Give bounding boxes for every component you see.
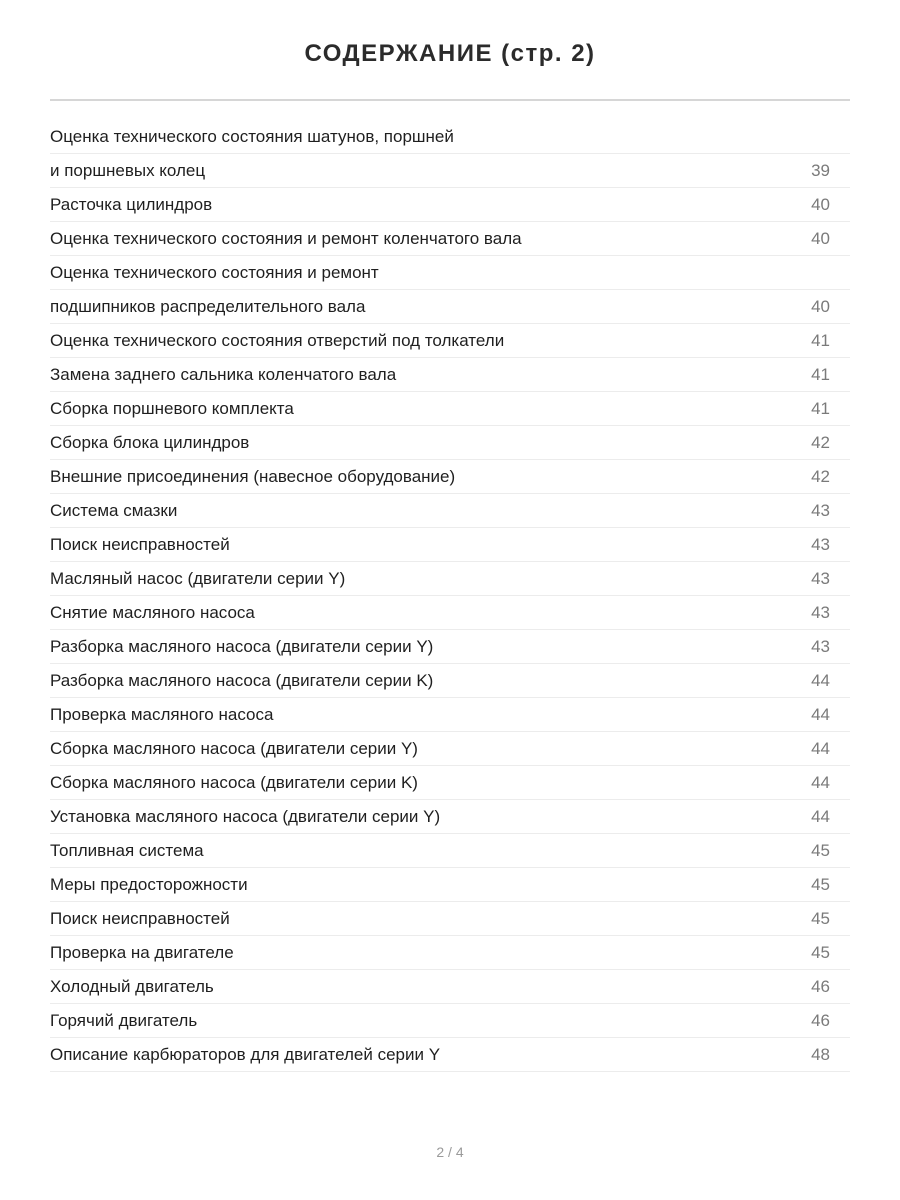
page-number: 2 / 4 <box>436 1144 464 1160</box>
toc-entry-page: 44 <box>811 807 830 826</box>
toc-entry-page: 45 <box>811 909 830 928</box>
toc-entry-title: Описание карбюраторов для двигателей серии Y <box>50 1045 441 1064</box>
toc-entry[interactable] <box>50 834 850 868</box>
toc-entry-title: Проверка на двигателе <box>50 943 234 962</box>
toc-entry-page: 46 <box>811 1011 830 1030</box>
toc-entry[interactable] <box>50 970 850 1004</box>
toc-entry[interactable] <box>50 630 850 664</box>
page-title: СОДЕРЖАНИЕ (стр. 2) <box>304 40 596 67</box>
toc-entry-title: Оценка технического состояния отверстий под толкатели <box>50 331 505 350</box>
toc-entry[interactable] <box>50 698 850 732</box>
toc-entry[interactable] <box>50 358 850 392</box>
toc-entry-page: 43 <box>811 603 830 622</box>
toc-entry-title: Поиск неисправностей <box>50 535 230 554</box>
toc-entry[interactable] <box>50 188 850 222</box>
toc-entry-page: 41 <box>811 365 830 384</box>
toc-entry-page: 43 <box>811 535 830 554</box>
toc-entry[interactable] <box>50 766 850 800</box>
toc-entry-title: Установка масляного насоса (двигатели серии Y) <box>50 807 441 826</box>
toc-entry[interactable] <box>50 1004 850 1038</box>
toc-entry-page: 40 <box>811 195 830 214</box>
toc-entry-title: Сборка поршневого комплекта <box>50 399 294 418</box>
toc-entry[interactable] <box>50 256 850 290</box>
toc-entry-title: Снятие масляного насоса <box>50 603 255 622</box>
toc-entry-page: 41 <box>811 331 830 350</box>
toc-entry-title: Проверка масляного насоса <box>50 705 274 724</box>
toc-entry-title: Меры предосторожности <box>50 875 248 894</box>
toc-entry[interactable] <box>50 868 850 902</box>
toc-entry-title: Сборка масляного насоса (двигатели серии K) <box>50 773 418 792</box>
toc-entry-page: 44 <box>811 773 830 792</box>
toc-entry-page: 44 <box>811 739 830 758</box>
toc-entry-page: 48 <box>811 1045 830 1064</box>
toc-entry[interactable] <box>50 936 850 970</box>
toc-entry-title: Горячий двигатель <box>50 1011 198 1030</box>
toc-entry[interactable] <box>50 800 850 834</box>
toc-entry-title: Поиск неисправностей <box>50 909 230 928</box>
toc-entry[interactable] <box>50 902 850 936</box>
toc-entry-title: Внешние присоединения (навесное оборудование) <box>50 467 456 486</box>
toc-entry-page: 44 <box>811 705 830 724</box>
toc-entry-page: 41 <box>811 399 830 418</box>
toc-entry-title: Масляный насос (двигатели серии Y) <box>50 569 346 588</box>
toc-entry-page: 40 <box>811 229 830 248</box>
toc-entry-page: 45 <box>811 841 830 860</box>
toc-entry-title: Оценка технического состояния и ремонт <box>50 263 379 282</box>
toc-entry[interactable] <box>50 120 850 154</box>
toc-entry-title: Система смазки <box>50 501 178 520</box>
toc-entry-title: Расточка цилиндров <box>50 195 213 214</box>
toc-entry-page: 39 <box>811 161 830 180</box>
toc-entry-page: 44 <box>811 671 830 690</box>
toc-entry[interactable] <box>50 596 850 630</box>
toc-entry[interactable] <box>50 732 850 766</box>
toc-entry-title: Оценка технического состояния и ремонт коленчатого вала <box>50 229 522 248</box>
toc-entry-title: Разборка масляного насоса (двигатели серии K) <box>50 671 434 690</box>
toc-entry-title: и поршневых колец <box>50 161 206 180</box>
toc-entry-page: 45 <box>811 943 830 962</box>
toc-entry-page: 40 <box>811 297 830 316</box>
toc-entry[interactable] <box>50 290 850 324</box>
toc-entry[interactable] <box>50 426 850 460</box>
toc-entry[interactable] <box>50 222 850 256</box>
toc-entry-page: 46 <box>811 977 830 996</box>
toc-entry-title: Замена заднего сальника коленчатого вала <box>50 365 397 384</box>
toc-entry-page: 42 <box>811 433 830 452</box>
toc-entry-title: Топливная система <box>50 841 204 860</box>
toc-entry[interactable] <box>50 154 850 188</box>
toc-entry[interactable] <box>50 664 850 698</box>
toc-entry-title: Разборка масляного насоса (двигатели серии Y) <box>50 637 434 656</box>
toc-entry-title: подшипников распределительного вала <box>50 297 366 316</box>
toc-entry[interactable] <box>50 1038 850 1072</box>
toc-entry[interactable] <box>50 324 850 358</box>
toc-entry-title: Сборка блока цилиндров <box>50 433 250 452</box>
toc-entry[interactable] <box>50 528 850 562</box>
toc-list <box>50 120 850 1072</box>
toc-entry[interactable] <box>50 460 850 494</box>
toc-entry-title: Оценка технического состояния шатунов, поршней <box>50 127 454 146</box>
toc-entry[interactable] <box>50 392 850 426</box>
toc-entry-title: Холодный двигатель <box>50 977 214 996</box>
toc-entry-page: 43 <box>811 637 830 656</box>
toc-entry[interactable] <box>50 494 850 528</box>
toc-entry-page: 43 <box>811 501 830 520</box>
title-divider <box>50 99 850 101</box>
toc-entry-title: Сборка масляного насоса (двигатели серии Y) <box>50 739 418 758</box>
toc-entry-page: 42 <box>811 467 830 486</box>
toc-entry[interactable] <box>50 562 850 596</box>
toc-entry-page: 45 <box>811 875 830 894</box>
toc-entry-page: 43 <box>811 569 830 588</box>
